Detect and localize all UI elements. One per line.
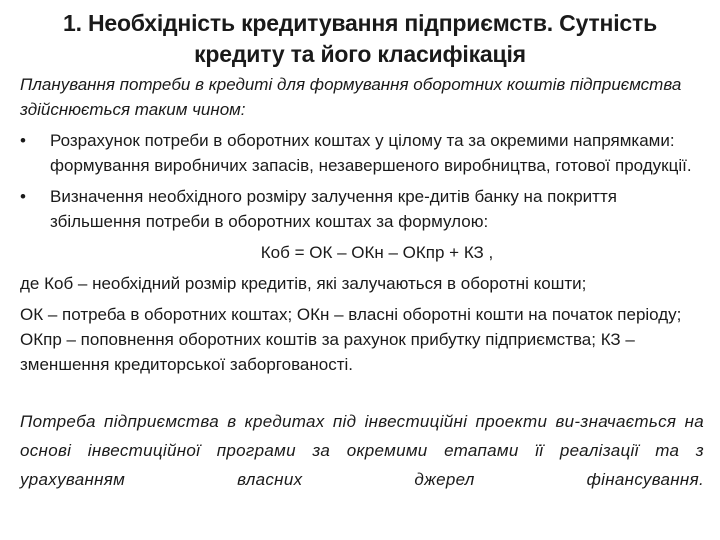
definition-line-2: ОК – потреба в оборотних коштах; ОКн – власні оборотні кошти на початок періоду; ОКпр – поповнення оборотних коштів за рахунок прибутку підприємства; КЗ – зменшення кредиторської заборгованості.: [20, 305, 682, 374]
closing-paragraph: Потреба підприємства в кредитах під інвестиційні проекти ви-значається на основі інвестиційної програми за окремими етапами її реалізації та з урахуванням власних джерел фінансування.: [20, 412, 704, 489]
bullet-text-2: Визначення необхідного розміру залучення кре-дитів банку на покриття збільшення потреби в оборотних коштах за формулою:: [50, 187, 617, 231]
bullet-icon: •: [20, 187, 26, 206]
slide-title: 1. Необхідність кредитування підприємств. Сутність кредиту та його класифікація: [62, 10, 658, 67]
formula: Коб = ОК – ОКн – ОКпр + КЗ ,: [260, 243, 494, 262]
bullet-text-1: Розрахунок потреби в оборотних коштах у цілому та за окремими напрямками: формування виробничих запасів, незавершеного виробництва, готової продукції.: [50, 131, 692, 175]
intro-text: Планування потреби в кредиті для формування оборотних коштів підприємства здійснюється таким чином:: [20, 75, 682, 119]
bullet-item-1: [20, 128, 704, 178]
bullet-item-2: [20, 184, 704, 234]
bullet-icon: •: [20, 131, 26, 150]
slide-body: [20, 72, 704, 511]
definition-line-1: де Коб – необхідний розмір кредитів, які залучаються в оборотні кошти;: [20, 274, 587, 293]
